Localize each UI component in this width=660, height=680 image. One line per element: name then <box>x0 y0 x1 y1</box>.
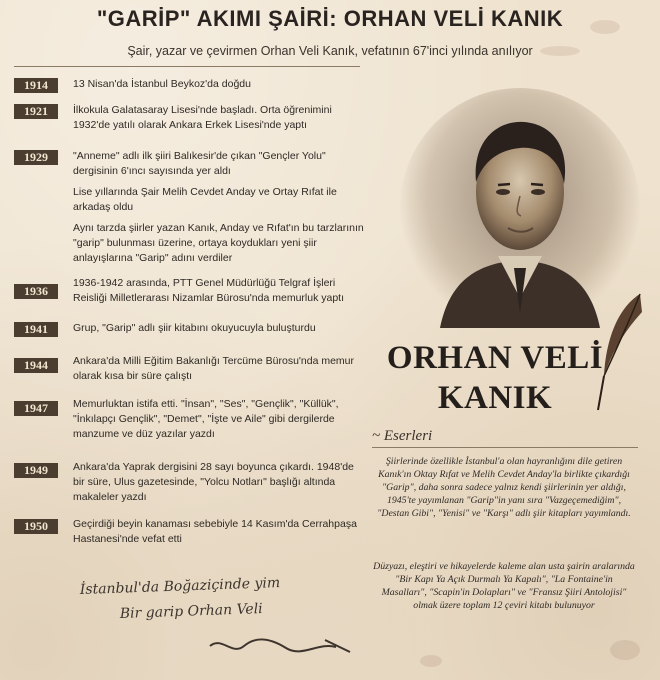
year-badge: 1944 <box>14 358 58 373</box>
timeline-text: Ankara'da Yaprak dergisini 28 sayı boyunca çıkardı. 1948'de bir süre, Ulus gazetesinde, "Yolcu Notları" başlığı altında makaleler yazdı <box>73 461 354 503</box>
year-badge: 1921 <box>14 104 58 119</box>
works-divider <box>372 447 638 448</box>
year-badge: 1914 <box>14 78 58 93</box>
year-badge: 1936 <box>14 284 58 299</box>
timeline-text: Ankara'da Milli Eğitim Bakanlığı Tercüme Bürosu'nda memur olarak kısa bir süre çalıştı <box>73 355 355 382</box>
page-subtitle: Şair, yazar ve çevirmen Orhan Veli Kanık, vefatının 67'inci yılında anılıyor <box>127 44 533 58</box>
handwriting-area <box>60 568 380 668</box>
tilde-icon: ~ <box>372 428 381 444</box>
poet-name <box>370 338 620 418</box>
works-paragraph-1: Şiirlerinde özellikle İstanbul'a olan hayranlığını dile getiren Kanık'ın Oktay Rıfat ve Melih Cevdet Anday'la birlikte çıkardığı "Garip", daha sonra sadece yalnız kendi şiirlerinin yer aldığı, 1945'te yayımlanan "Garip"in yanı sıra "Vazgeçemediğim", "Destan Gibi", "Yenisi" ve "Karşı" adlı şiir kitapları yayımlandı. <box>377 456 631 519</box>
divider <box>14 66 360 67</box>
timeline-text: Lise yıllarında Şair Melih Cevdet Anday ve Ortay Rıfat ile arkadaş oldu <box>73 186 337 213</box>
timeline-text: Grup, "Garip" adlı şiir kitabını okuyucuyla buluşturdu <box>73 322 316 334</box>
works-heading <box>372 428 632 445</box>
timeline-text: "Anneme" adlı ilk şiiri Balıkesir'de çıkan "Gençler Yolu" dergisinin 6'ıncı sayısında yer aldı <box>73 150 326 177</box>
year-badge: 1941 <box>14 322 58 337</box>
timeline-text: İlkokula Galatasaray Lisesi'nde başladı. Orta öğrenimini 1932'de yatılı olarak Ankara Erkek Lisesi'nde yaptı <box>73 104 332 131</box>
poet-name-line-2: KANIK <box>437 380 553 416</box>
works-paragraph-2: Düzyazı, eleştiri ve hikayelerde kaleme alan usta şairin aralarında "Bir Kapı Ya Açık Durmalı Ya Kapalı", "La Fontaine'in Masalları", "Scapin'in Dolapları" ve "Fransız Şiiri Antolojisi" olmak üzere toplam 12 çeviri kitabı bulunuyor <box>373 561 635 611</box>
paper-stain <box>420 655 442 667</box>
page-title: "GARİP" AKIMI ŞAİRİ: ORHAN VELİ KANIK <box>96 6 564 31</box>
works-heading-label: Eserleri <box>383 428 433 444</box>
signature-icon <box>210 639 350 652</box>
timeline-text: 1936-1942 arasında, PTT Genel Müdürlüğü Telgraf İşleri Reisliği Milletlerarası Nizamlar Bürosu'nda memurluk yaptı <box>73 277 345 304</box>
timeline-text: Aynı tarzda şiirler yazan Kanık, Anday ve Rıfat'ın bu tarzlarının "garip" bulunması üzerine, ortaya koydukları yeni şiir anlayışlarına "Garip" adını verdiler <box>73 222 364 264</box>
year-badge: 1949 <box>14 463 58 478</box>
poet-name-line-1: ORHAN VELİ <box>386 340 604 376</box>
timeline-text: Geçirdiği beyin kanaması sebebiyle 14 Kasım'da Cerrahpaşa Hastanesi'nde vefat etti <box>73 518 357 545</box>
paper-stain <box>610 640 640 660</box>
handwriting-line-1: İstanbul'da Boğaziçinde yim <box>79 575 281 598</box>
timeline-text: 13 Nisan'da İstanbul Beykoz'da doğdu <box>73 78 251 90</box>
year-badge: 1950 <box>14 519 58 534</box>
year-badge: 1929 <box>14 150 58 165</box>
handwriting-line-2: Bir garip Orhan Veli <box>119 601 263 622</box>
year-badge: 1947 <box>14 401 58 416</box>
timeline-text: Memurluktan istifa etti. "İnsan", "Ses", "Gençlik", "Küllük", "İnkılapçı Gençlik", "Demet", "İşte ve Aile" gibi dergilerde manzume ve düz yazılar yazdı <box>73 398 339 440</box>
